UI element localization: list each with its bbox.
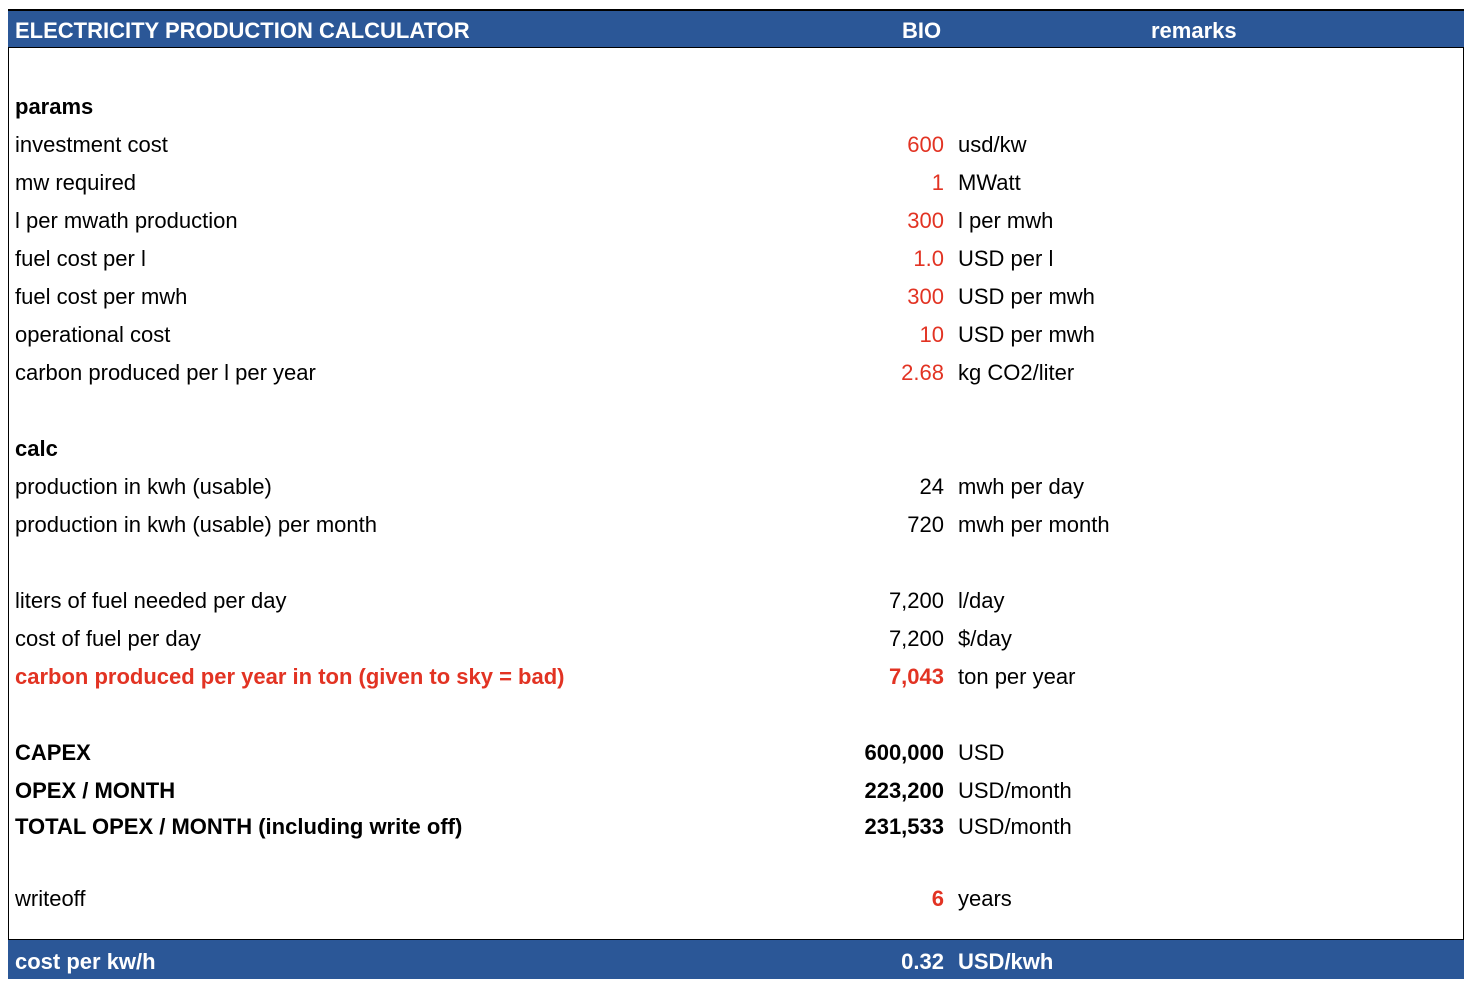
input-value-cell[interactable]: 600 [907, 132, 944, 157]
unit-cell: USD [958, 740, 1005, 765]
unit-cell: USD/month [958, 778, 1072, 803]
total-row [8, 734, 1464, 772]
row-label: carbon produced per l per year [15, 360, 316, 385]
result-value: 0.32 [901, 949, 944, 974]
unit-cell: usd/kw [958, 132, 1027, 157]
unit-cell: MWatt [958, 170, 1021, 195]
row-label: production in kwh (usable) per month [15, 512, 377, 537]
calc-row [8, 468, 1464, 506]
input-value-cell[interactable]: 6 [931, 886, 944, 911]
row-label: liters of fuel needed per day [15, 588, 287, 613]
computed-value-cell: 231,533 [864, 814, 944, 839]
computed-value-cell: 600,000 [864, 740, 944, 765]
computed-value-cell: 7,200 [888, 626, 944, 651]
row-label: l per mwath production [15, 208, 238, 233]
calc-row [8, 582, 1464, 620]
section-heading-params [8, 88, 1464, 126]
total-row [8, 772, 1464, 810]
section-label: params [15, 94, 94, 119]
unit-cell: $/day [958, 626, 1012, 651]
unit-cell: USD per l [958, 246, 1054, 271]
row-label: operational cost [15, 322, 171, 347]
row-label: OPEX / MONTH [15, 778, 176, 803]
calc-row-carbon [8, 658, 1464, 696]
row-label: production in kwh (usable) [15, 474, 272, 499]
unit-cell: years [958, 886, 1012, 911]
section-heading-calc [8, 430, 1464, 468]
input-value-cell[interactable]: 300 [907, 284, 944, 309]
unit-cell: l/day [958, 588, 1005, 613]
unit-cell: USD per mwh [958, 322, 1095, 347]
unit-cell: USD per mwh [958, 284, 1095, 309]
row-label: fuel cost per mwh [15, 284, 188, 309]
input-value-cell[interactable]: 300 [907, 208, 944, 233]
unit-cell: kg CO2/liter [958, 360, 1075, 385]
computed-value-cell: 7,200 [888, 588, 944, 613]
calc-row [8, 506, 1464, 544]
unit-cell: mwh per month [958, 512, 1110, 537]
unit-cell: USD/month [958, 814, 1072, 839]
row-label: cost of fuel per day [15, 626, 201, 651]
total-row [8, 808, 1464, 846]
header-row [8, 10, 1464, 48]
input-value-cell[interactable]: 1.0 [913, 246, 944, 271]
param-row[interactable] [8, 354, 1464, 392]
calc-row [8, 620, 1464, 658]
result-unit: USD/kwh [958, 949, 1054, 974]
row-label: carbon produced per year in ton (given to sky = bad) [15, 664, 565, 689]
param-row[interactable] [8, 316, 1464, 354]
result-row [8, 939, 1464, 979]
row-label: investment cost [15, 132, 168, 157]
param-row[interactable] [8, 278, 1464, 316]
input-value-cell[interactable]: 1 [931, 170, 944, 195]
unit-cell: mwh per day [958, 474, 1084, 499]
computed-value-cell: 7,043 [888, 664, 944, 689]
param-row[interactable] [8, 164, 1464, 202]
writeoff-row[interactable] [8, 880, 1464, 918]
param-row[interactable] [8, 126, 1464, 164]
result-label: cost per kw/h [15, 949, 156, 974]
computed-value-cell: 223,200 [864, 778, 944, 803]
row-label: CAPEX [15, 740, 91, 765]
section-label: calc [15, 436, 58, 461]
input-value-cell[interactable]: 2.68 [901, 360, 944, 385]
computed-value-cell: 24 [919, 474, 944, 499]
param-row[interactable] [8, 240, 1464, 278]
row-label: TOTAL OPEX / MONTH (including write off) [15, 814, 463, 839]
row-label: fuel cost per l [15, 246, 146, 271]
sheet-title: ELECTRICITY PRODUCTION CALCULATOR [15, 18, 470, 43]
column-header-remarks: remarks [1151, 18, 1237, 43]
computed-value-cell: 720 [907, 512, 944, 537]
column-header-bio: BIO [902, 18, 942, 43]
row-label: mw required [15, 170, 137, 195]
param-row[interactable] [8, 202, 1464, 240]
row-label: writeoff [15, 886, 86, 911]
unit-cell: ton per year [958, 664, 1076, 689]
unit-cell: l per mwh [958, 208, 1054, 233]
input-value-cell[interactable]: 10 [919, 322, 944, 347]
